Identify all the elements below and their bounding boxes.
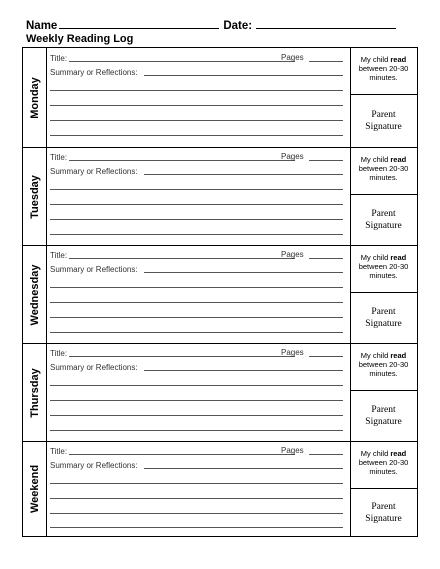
summary-label: Summary or Reflections: bbox=[50, 363, 138, 372]
summary-line[interactable] bbox=[50, 385, 343, 386]
reading-log-table bbox=[22, 47, 418, 537]
title-field[interactable] bbox=[69, 454, 295, 455]
read-confirmation[interactable]: My child read between 20-30 minutes. bbox=[350, 48, 417, 95]
day-row-tuesday bbox=[23, 147, 417, 245]
summary-label: Summary or Reflections: bbox=[50, 68, 138, 77]
parent-signature-box[interactable]: Parent Signature bbox=[365, 209, 402, 231]
summary-line[interactable] bbox=[50, 120, 343, 121]
entry-area bbox=[46, 246, 351, 343]
name-field[interactable] bbox=[59, 18, 219, 29]
pages-field[interactable] bbox=[309, 61, 343, 62]
date-field[interactable] bbox=[256, 18, 396, 29]
title-field[interactable] bbox=[69, 61, 295, 62]
pages-label: Pages bbox=[281, 348, 304, 357]
day-cell bbox=[23, 246, 47, 343]
summary-line[interactable] bbox=[50, 527, 343, 528]
confirm-area bbox=[350, 246, 417, 343]
day-cell bbox=[23, 344, 47, 441]
day-cell bbox=[23, 48, 47, 147]
summary-line[interactable] bbox=[50, 189, 343, 190]
summary-line[interactable] bbox=[50, 498, 343, 499]
title-label: Title: bbox=[50, 153, 68, 162]
title-field[interactable] bbox=[69, 356, 295, 357]
title-field[interactable] bbox=[69, 258, 295, 259]
confirm-area bbox=[350, 344, 417, 441]
summary-line[interactable] bbox=[50, 204, 343, 205]
pages-label: Pages bbox=[281, 250, 304, 259]
summary-line[interactable] bbox=[50, 400, 343, 401]
parent-signature-box[interactable]: Parent Signature bbox=[365, 307, 402, 329]
title-label: Title: bbox=[50, 54, 68, 63]
summary-line[interactable] bbox=[50, 219, 343, 220]
day-cell bbox=[23, 148, 47, 245]
day-label: Tuesday bbox=[28, 174, 41, 219]
day-row-monday bbox=[23, 48, 417, 147]
summary-line[interactable] bbox=[144, 75, 343, 76]
summary-line[interactable] bbox=[144, 272, 343, 273]
page-header bbox=[26, 18, 426, 45]
day-label: Thursday bbox=[28, 367, 41, 418]
pages-field[interactable] bbox=[309, 258, 343, 259]
parent-signature-box[interactable]: Parent Signature bbox=[365, 405, 402, 427]
summary-line[interactable] bbox=[50, 287, 343, 288]
day-label: Weekend bbox=[28, 464, 41, 514]
parent-signature-box[interactable]: Parent Signature bbox=[365, 501, 402, 524]
pages-label: Pages bbox=[281, 152, 304, 161]
title-label: Title: bbox=[50, 349, 68, 358]
summary-line[interactable] bbox=[50, 317, 343, 318]
summary-label: Summary or Reflections: bbox=[50, 265, 138, 274]
name-label: Name bbox=[26, 20, 58, 32]
read-confirmation[interactable]: My child read between 20-30 minutes. bbox=[350, 442, 417, 489]
read-confirmation[interactable]: My child read between 20-30 minutes. bbox=[350, 246, 417, 293]
title-label: Title: bbox=[50, 447, 68, 456]
page-title: Weekly Reading Log bbox=[26, 33, 134, 45]
title-field[interactable] bbox=[69, 160, 295, 161]
date-label: Date: bbox=[223, 20, 253, 32]
summary-line[interactable] bbox=[144, 370, 343, 371]
summary-line[interactable] bbox=[50, 135, 343, 136]
entry-area bbox=[46, 48, 351, 147]
day-row-thursday bbox=[23, 343, 417, 441]
title-label: Title: bbox=[50, 251, 68, 260]
summary-label: Summary or Reflections: bbox=[50, 461, 138, 470]
summary-line[interactable] bbox=[50, 105, 343, 106]
entry-area bbox=[46, 148, 351, 245]
summary-line[interactable] bbox=[50, 483, 343, 484]
summary-line[interactable] bbox=[50, 513, 343, 514]
confirm-area bbox=[350, 148, 417, 245]
day-label: Wednesday bbox=[28, 264, 41, 325]
entry-area bbox=[46, 442, 351, 536]
summary-line[interactable] bbox=[144, 174, 343, 175]
confirm-area bbox=[350, 48, 417, 147]
summary-line[interactable] bbox=[50, 415, 343, 416]
confirm-area bbox=[350, 442, 417, 536]
day-cell bbox=[23, 442, 47, 536]
entry-area bbox=[46, 344, 351, 441]
pages-field[interactable] bbox=[309, 454, 343, 455]
day-row-wednesday bbox=[23, 245, 417, 343]
summary-line[interactable] bbox=[50, 430, 343, 431]
summary-line[interactable] bbox=[50, 302, 343, 303]
read-confirmation[interactable]: My child read between 20-30 minutes. bbox=[350, 344, 417, 391]
parent-signature-box[interactable]: Parent Signature bbox=[365, 110, 402, 132]
summary-line[interactable] bbox=[50, 332, 343, 333]
summary-line[interactable] bbox=[50, 90, 343, 91]
read-confirmation[interactable]: My child read between 20-30 minutes. bbox=[350, 148, 417, 195]
summary-line[interactable] bbox=[144, 468, 343, 469]
pages-label: Pages bbox=[281, 446, 304, 455]
summary-line[interactable] bbox=[50, 234, 343, 235]
summary-label: Summary or Reflections: bbox=[50, 167, 138, 176]
day-row-weekend bbox=[23, 441, 417, 536]
name-date-row bbox=[26, 18, 426, 32]
day-label: Monday bbox=[28, 76, 41, 119]
pages-field[interactable] bbox=[309, 356, 343, 357]
pages-label: Pages bbox=[281, 53, 304, 62]
pages-field[interactable] bbox=[309, 160, 343, 161]
